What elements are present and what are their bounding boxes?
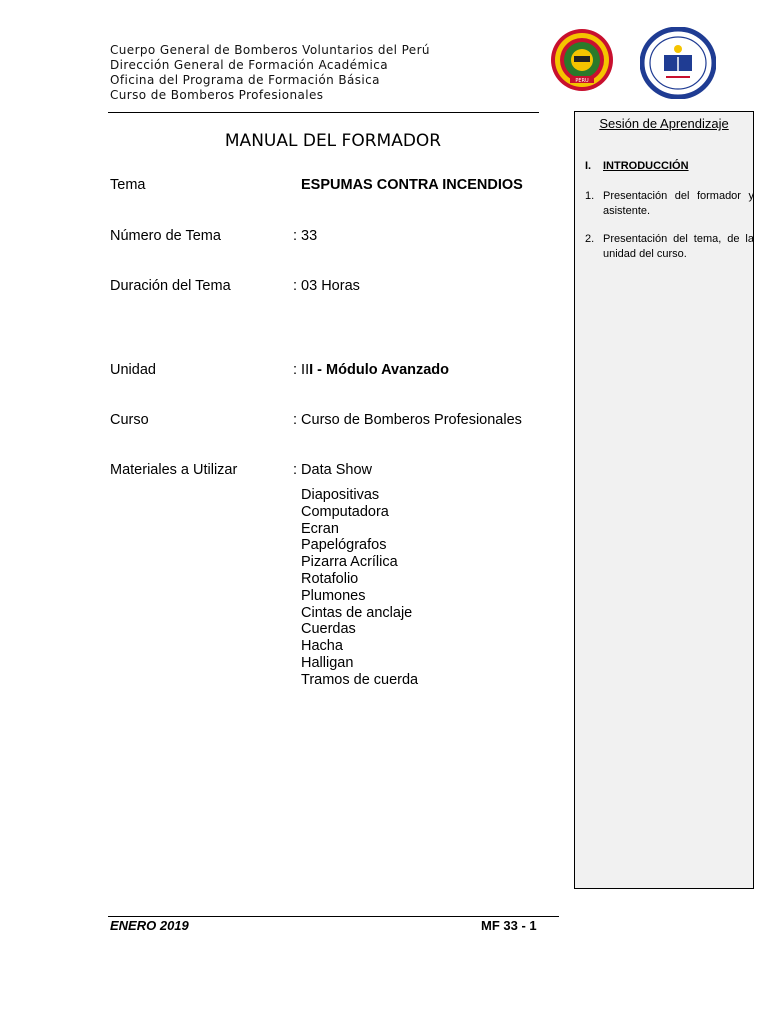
unidad-bold: I - Módulo Avanzado xyxy=(309,362,450,378)
material-item: Pizarra Acrílica xyxy=(301,554,398,571)
header-line-2: Dirección General de Formación Académica xyxy=(110,58,389,72)
header-line-4: Curso de Bomberos Profesionales xyxy=(110,88,324,102)
field-label-materiales: Materiales a Utilizar xyxy=(110,462,238,478)
material-item: Papelógrafos xyxy=(301,537,387,554)
section-title: INTRODUCCIÓN xyxy=(603,160,689,172)
material-item: Cuerdas xyxy=(301,621,356,638)
material-item: Computadora xyxy=(301,503,389,520)
header-line-3: Oficina del Programa de Formación Básica xyxy=(110,73,380,87)
field-value-unidad xyxy=(293,362,449,378)
academic-direction-logo xyxy=(640,27,716,99)
section-heading xyxy=(585,160,689,172)
item-number: 1. xyxy=(585,190,595,202)
material-item: Hacha xyxy=(301,638,343,655)
panel-title: Sesión de Aprendizaje xyxy=(599,116,729,131)
material-item: Ecran xyxy=(301,520,339,537)
field-value-curso: : Curso de Bomberos Profesionales xyxy=(293,412,522,428)
header-divider xyxy=(108,112,539,113)
field-label-curso: Curso xyxy=(110,412,149,428)
material-item: Plumones xyxy=(301,587,366,604)
institution-header xyxy=(110,43,430,103)
firefighters-seal-logo xyxy=(550,24,614,98)
header-line-1: Cuerpo General de Bomberos Voluntarios del Perú xyxy=(110,43,430,57)
field-value-materiales: : Data Show xyxy=(293,462,372,478)
footer-divider xyxy=(108,916,559,917)
unidad-prefix: : II xyxy=(293,362,310,378)
item-text: Presentación del formador y asistente. xyxy=(603,190,754,217)
field-label-tema: Tema xyxy=(110,177,146,193)
material-item: Halligan xyxy=(301,654,354,671)
seal-text: PERU xyxy=(575,78,589,84)
field-label-numero: Número de Tema xyxy=(110,228,221,244)
field-value-tema: ESPUMAS CONTRA INCENDIOS xyxy=(301,177,523,193)
materials-list xyxy=(301,487,418,689)
field-value-duracion: : 03 Horas xyxy=(293,278,360,294)
material-item: Rotafolio xyxy=(301,570,359,587)
material-item: Diapositivas xyxy=(301,487,380,503)
field-label-unidad: Unidad xyxy=(110,362,156,378)
field-value-numero: : 33 xyxy=(293,228,318,244)
item-text: Presentación del tema, de la unidad del curso. xyxy=(603,233,754,260)
material-item: Cintas de anclaje xyxy=(301,604,413,621)
footer-page-number: MF 33 - 1 xyxy=(481,918,537,933)
learning-session-panel xyxy=(574,111,754,889)
footer-date: ENERO 2019 xyxy=(110,918,189,933)
section-number: I. xyxy=(585,160,592,172)
material-item: Tramos de cuerda xyxy=(301,671,419,688)
field-label-duracion: Duración del Tema xyxy=(110,278,231,294)
item-number: 2. xyxy=(585,233,595,245)
document-title: MANUAL DEL FORMADOR xyxy=(224,131,442,151)
